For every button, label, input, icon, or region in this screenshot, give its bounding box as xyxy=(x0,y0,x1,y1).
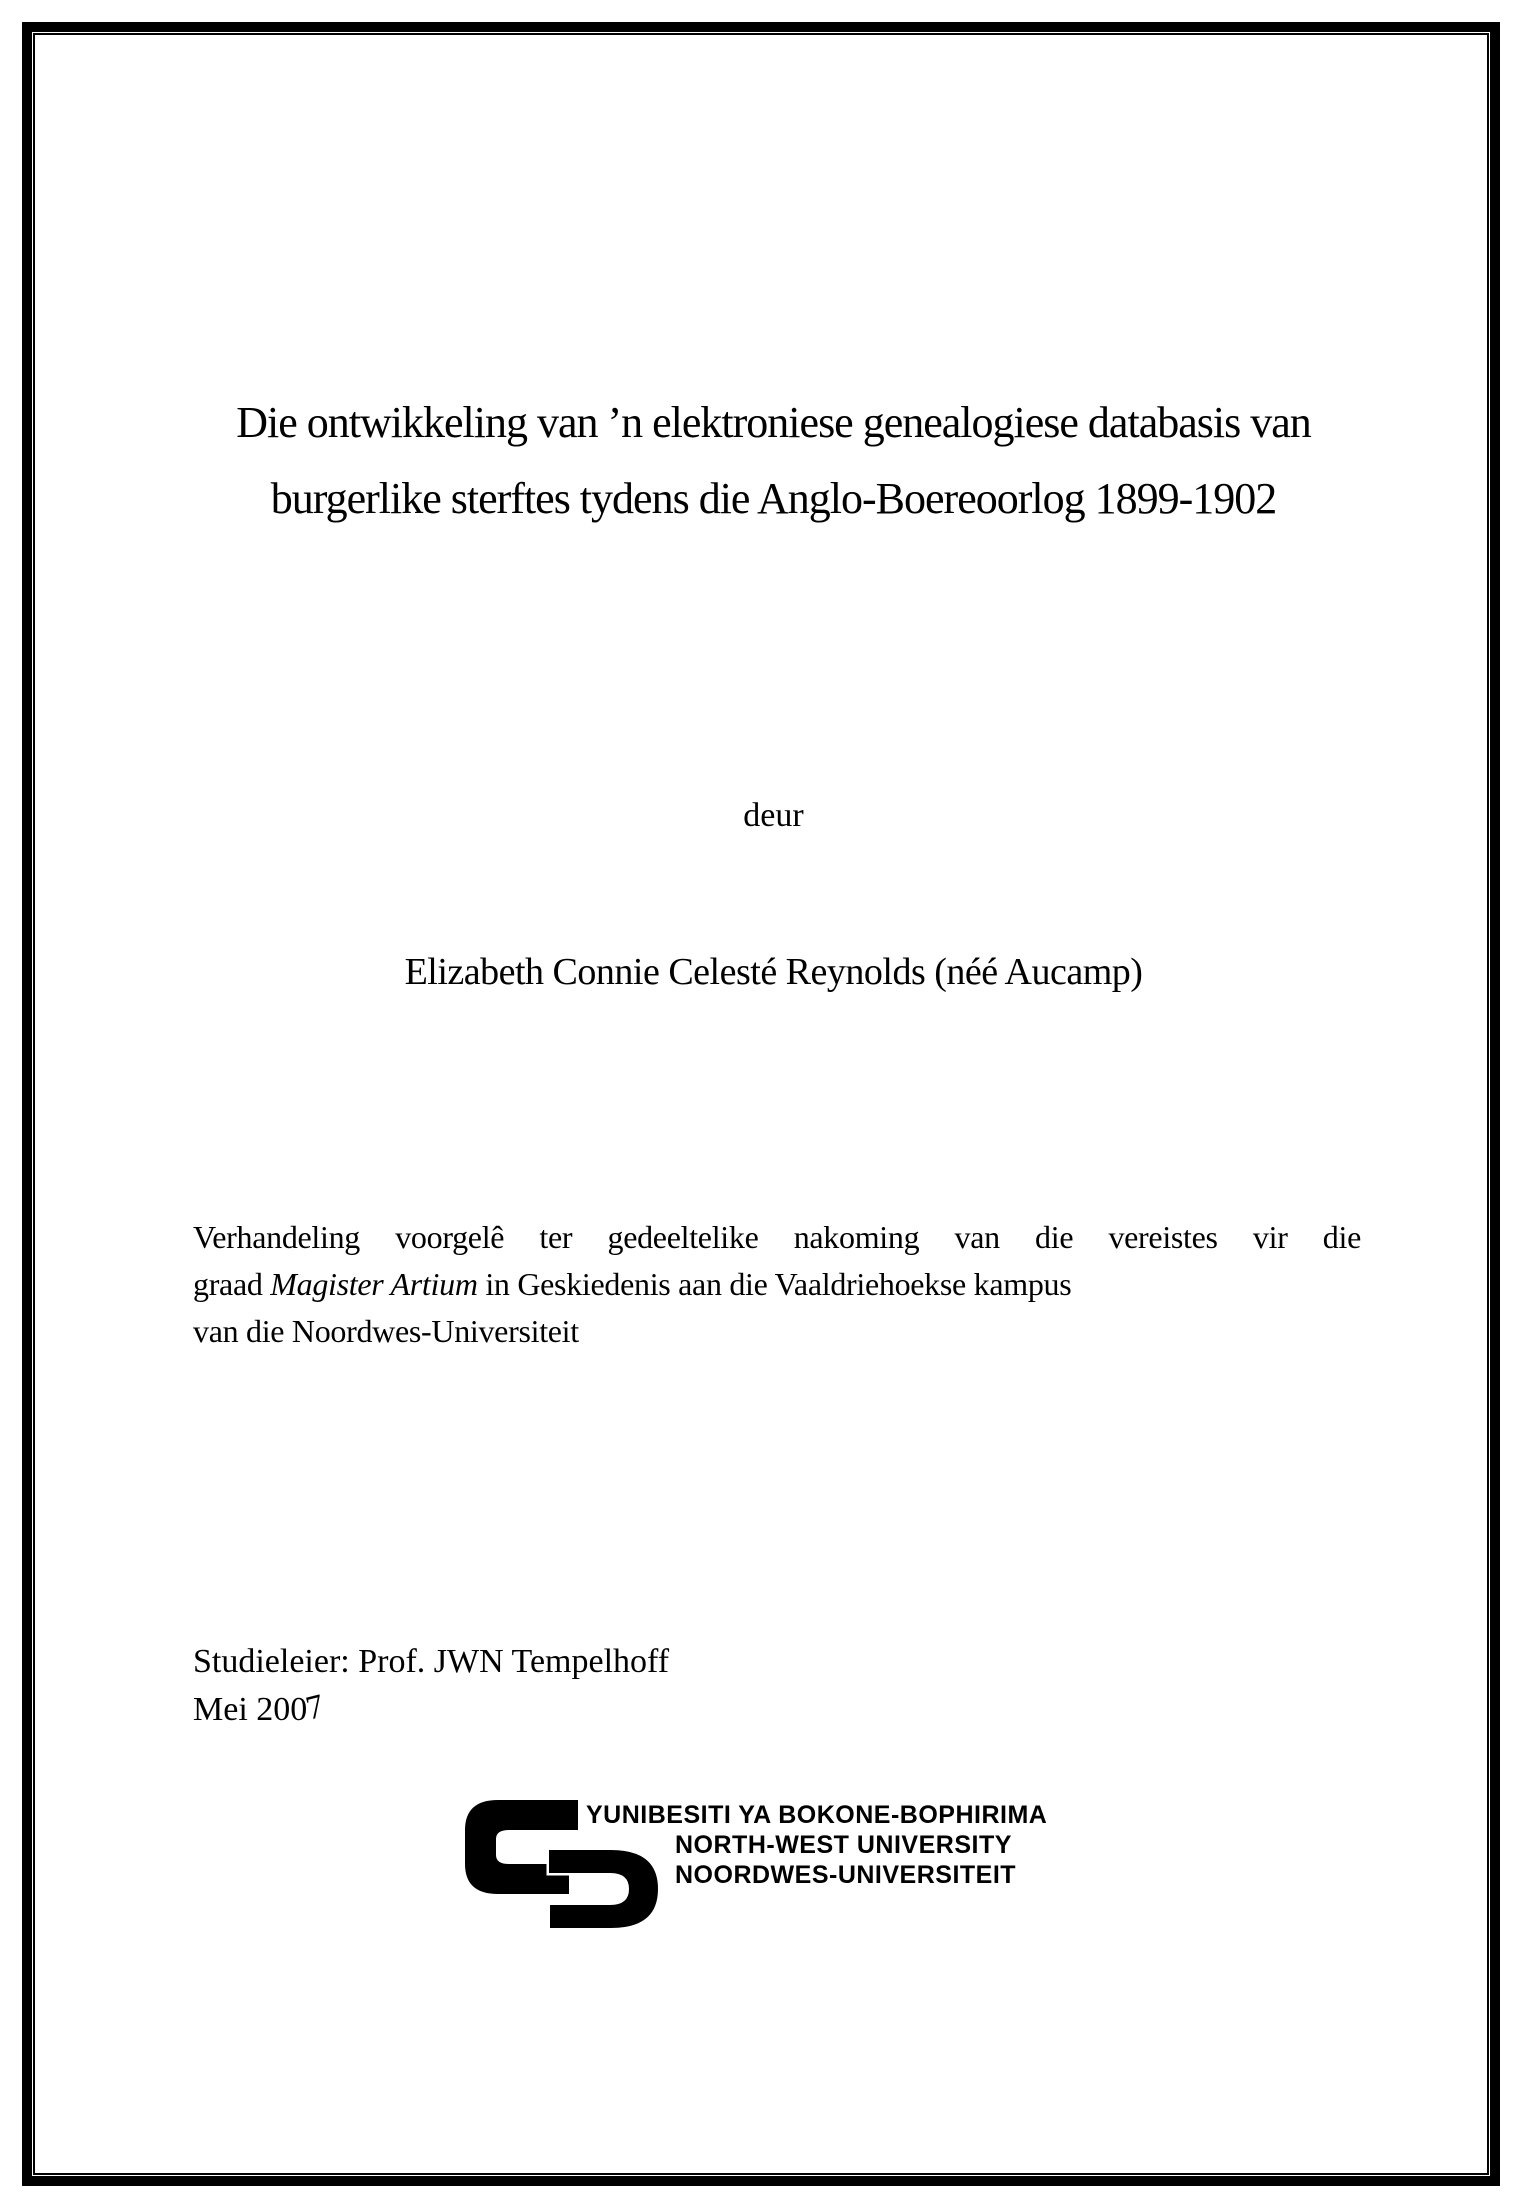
logo-text-afrikaans: NOORDWES-UNIVERSITEIT xyxy=(675,1861,1017,1889)
author-name: Elizabeth Connie Celesté Reynolds (néé Aucamp) xyxy=(404,951,1143,993)
degree-description-line-2-post: in Geskiedenis aan die Vaaldriehoekse kampus xyxy=(477,1266,1072,1302)
supervisor-date-block xyxy=(193,1638,669,1734)
degree-description-line-1: Verhandeling voorgelê ter gedeeltelike nakoming van die vereistes vir die xyxy=(193,1219,1361,1255)
supervisor-line: Studieleier: Prof. JWN Tempelhoff xyxy=(193,1643,670,1680)
degree-description-line-2 xyxy=(193,1261,1361,1308)
university-logo xyxy=(465,1800,1105,1935)
degree-description-line-2-pre: graad xyxy=(193,1266,271,1302)
degree-description xyxy=(193,1214,1361,1355)
thesis-title-line-1: Die ontwikkeling van ’n elektroniese genealogiese databasis van xyxy=(236,398,1311,447)
byline-label: deur xyxy=(743,797,804,834)
thesis-title xyxy=(60,385,1487,537)
date-last-digit: 7 xyxy=(302,1687,328,1728)
logo-text-setswana: YUNIBESITI YA BOKONE-BOPHIRIMA xyxy=(586,1801,1048,1829)
date-line xyxy=(193,1686,669,1734)
degree-name-italic: Magister Artium xyxy=(270,1266,478,1302)
logo-text-english: NORTH-WEST UNIVERSITY xyxy=(675,1831,1012,1859)
date-prefix: Mei 200 xyxy=(193,1691,308,1728)
degree-description-line-3: van die Noordwes-Universiteit xyxy=(193,1313,579,1349)
thesis-title-line-2: burgerlike sterftes tydens die Anglo-Boereoorlog 1899-1902 xyxy=(270,474,1277,523)
